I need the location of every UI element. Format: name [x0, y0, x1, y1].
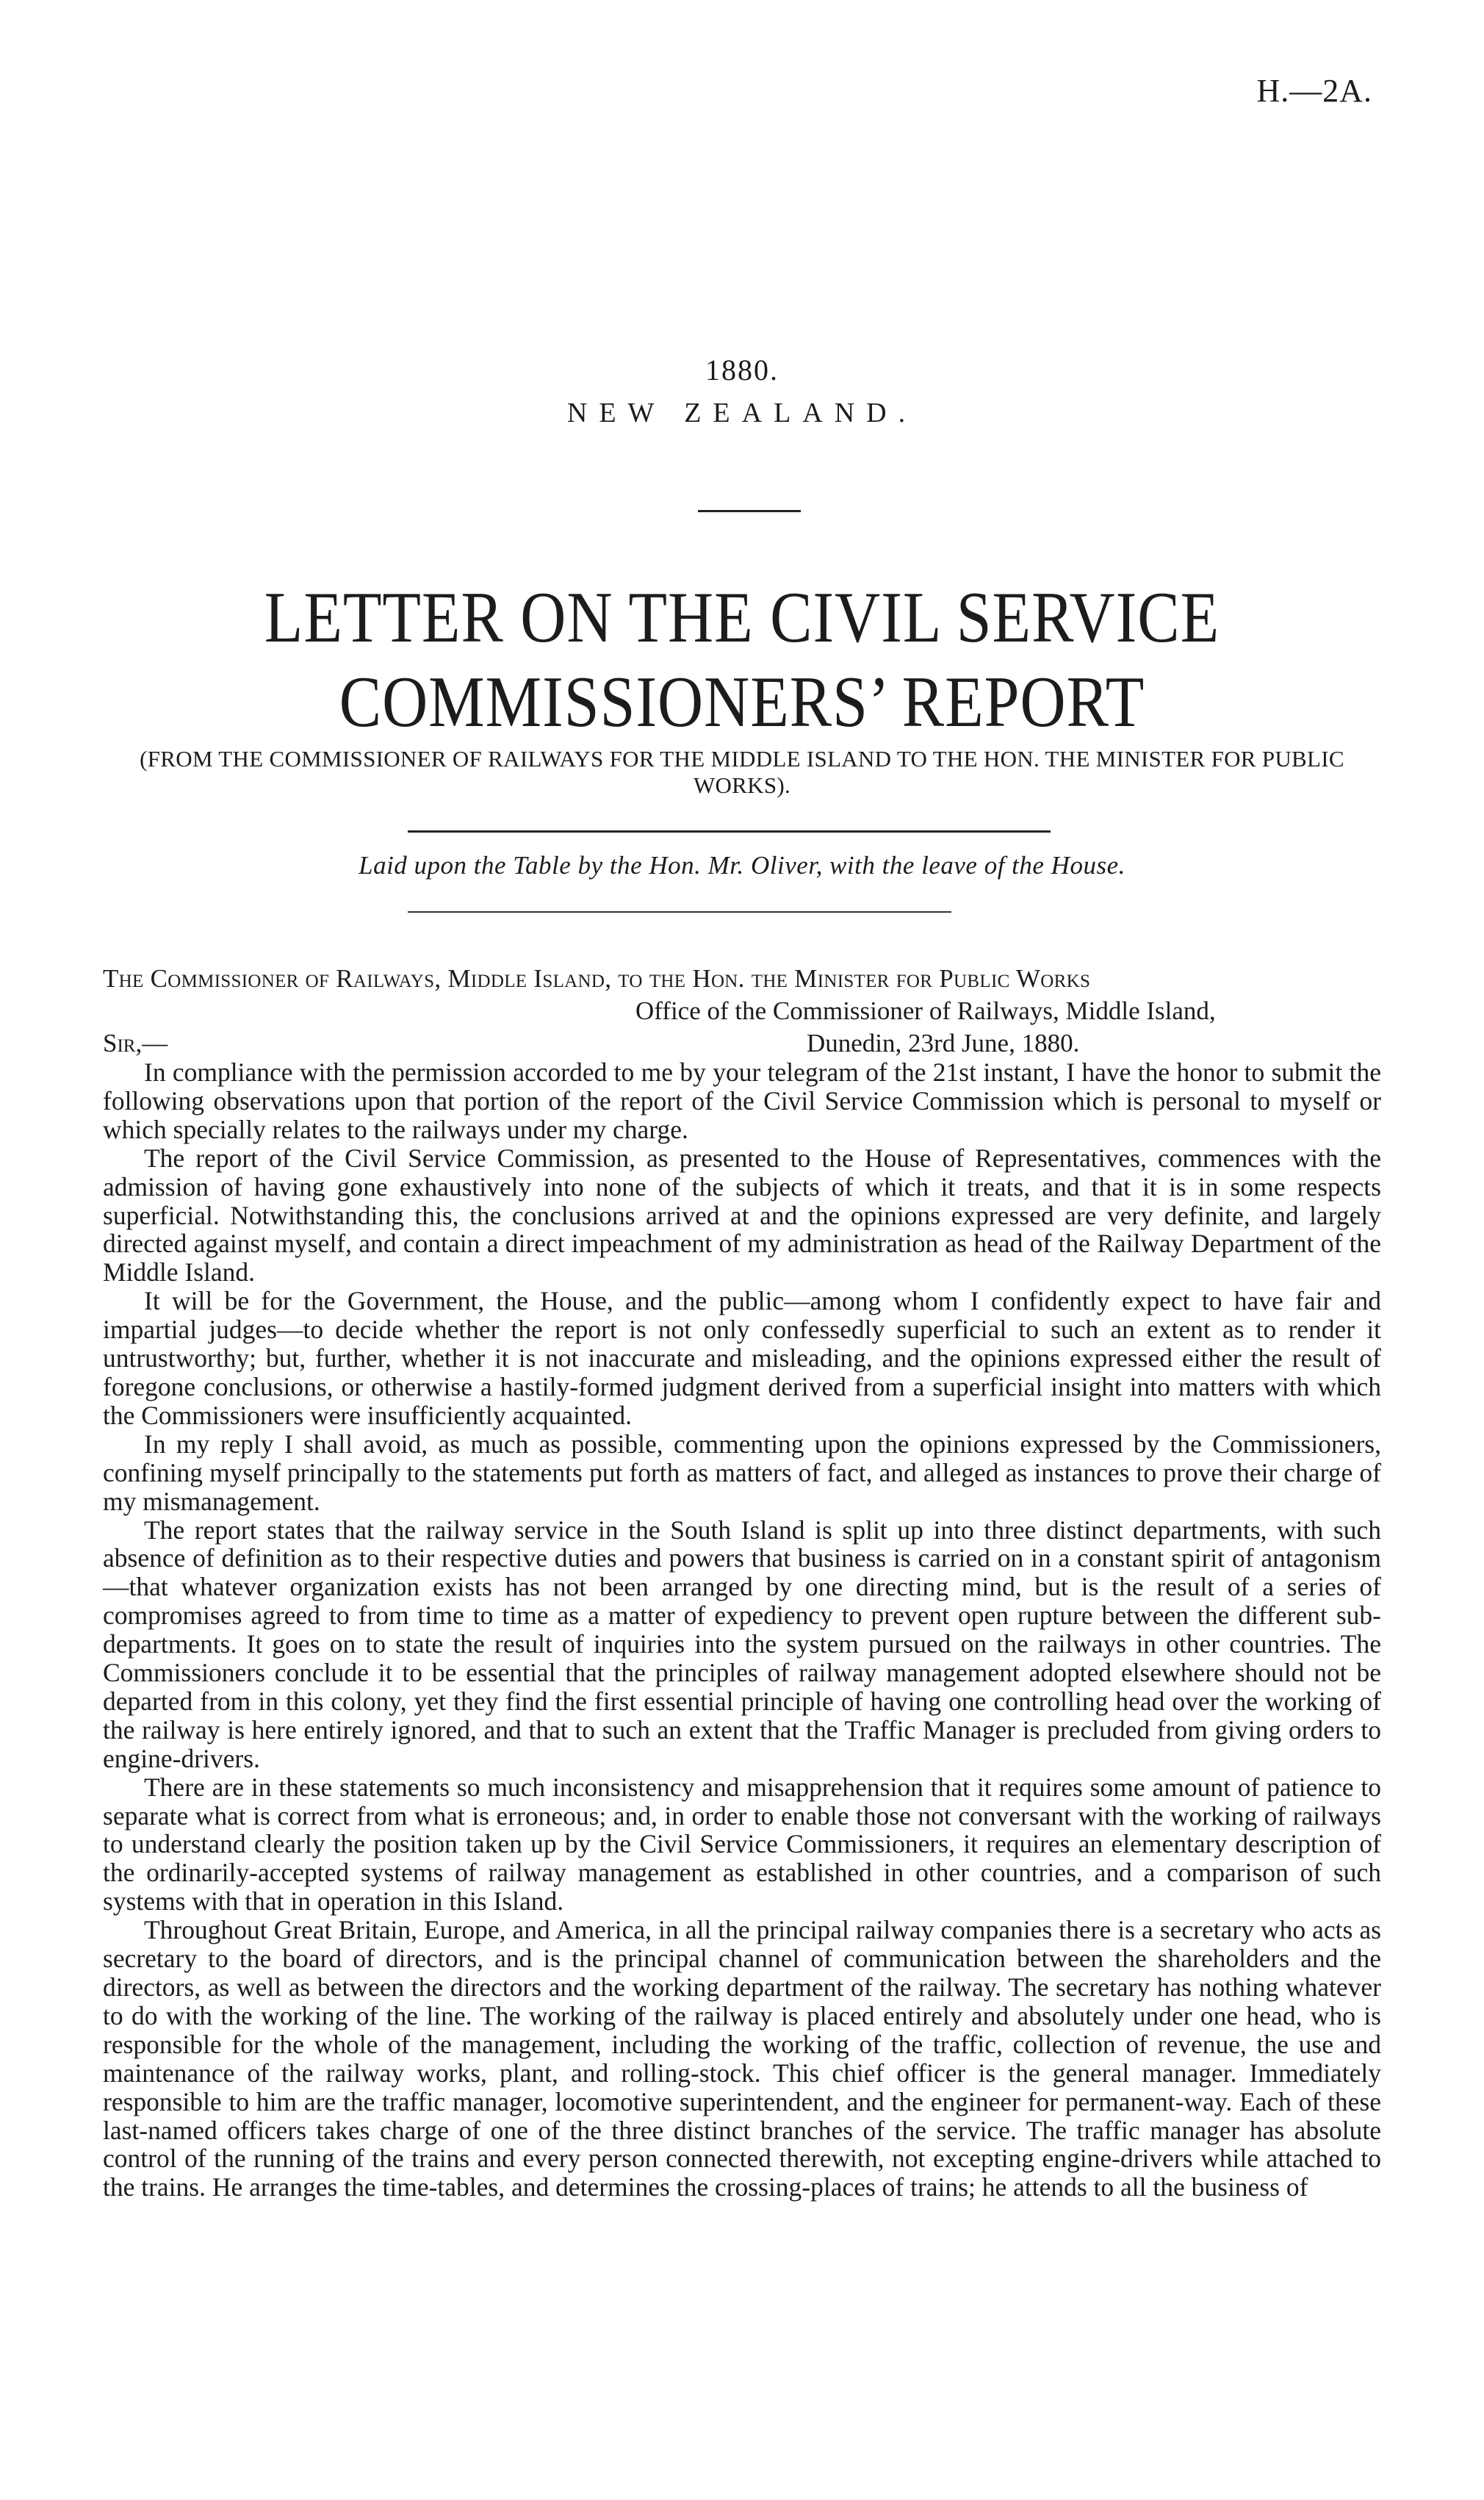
country-heading: NEW ZEALAND. — [566, 398, 918, 428]
laid-upon-table-note: Laid upon the Table by the Hon. Mr. Oliver, with the leave of the House. — [359, 851, 1125, 880]
parliamentary-paper-reference: H.—2A. — [1256, 73, 1372, 109]
paragraph: There are in these statements so much inconsistency and misapprehension that it requires some amount of patience to separate what is correct from what is erroneous; and, in order to enable those not conversant with the working of railways to understand clearly the position taken up by the Civil Service Commissioners, it requires an elementary description of the ordinarily-accepted systems of railway management as established in other countries, and a comparison of such systems with that in operation in this Island. — [103, 1772, 1381, 1917]
year: 1880. — [705, 353, 779, 387]
address-date-line: Dunedin, 23rd June, 1880. — [807, 1029, 1080, 1057]
paragraph: Throughout Great Britain, Europe, and America, in all the principal railway companies there is a secretary who acts as secretary to the board of directors, and is the principal channel of communication between the shareholders and the directors, as well as between the directors and the working department of the railway. The secretary has nothing whatever to do with the working of the line. The working of the railway is placed entirely and absolutely under one head, who is responsible for the whole of the management, including the working of the traffic, collection of revenue, the use and maintenance of the railway works, plant, and rolling-stock. This chief officer is the general manager. Immediately responsible to him are the traffic manager, locomotive superintendent, and the engineer for permanent-way. Each of these last-named officers takes charge of one of the three distinct branches of the service. The traffic manager has absolute control of the running of the trains and every person connected therewith, not excepting engine-drivers while attached to the trains. He arranges the time-tables, and determines the crossing-places of trains; he attends to all the business of — [103, 1915, 1381, 2202]
addressee-line: The Commissioner of Railways, Middle Island, to the Hon. the Minister for Public Works — [103, 964, 1091, 993]
paragraph: In compliance with the permission accorded to me by your telegram of the 21st instant, I have the honor to submit the following observations upon that portion of the report of the Civil Service Commission which is personal to myself or which specially relates to the railways under my charge. — [103, 1057, 1381, 1144]
address-line-1: Office of the Commissioner of Railways, Middle Island, — [635, 996, 1216, 1025]
salutation: Sir,— — [103, 1029, 168, 1057]
document-title: LETTER ON THE CIVIL SERVICE COMMISSIONERS’ REPORT — [264, 576, 1220, 742]
paragraph: The report of the Civil Service Commission, as presented to the House of Representatives, commences with the admission of having gone exhaustively into none of the subjects of which it treats, and that it is in some respects superficial. Notwithstanding this, the conclusions arrived at and the opinions expressed are very definite, and largely directed against myself, and contain a direct impeachment of my administration as head of the Railway Department of the Middle Island. — [103, 1143, 1381, 1287]
divider-mid — [408, 911, 951, 913]
paragraph: It will be for the Government, the House, and the public—among whom I confidently expect to have fair and impartial judges—to decide whether the report is not only confessedly superficial to such an extent as to render it untrustworthy; but, further, whether it is not inaccurate and misleading, and the opinions expressed either the result of foregone conclusions, or otherwise a hastily-formed judgment derived from a superficial insight into matters with which the Commissioners were insufficiently acquainted. — [103, 1286, 1381, 1430]
divider-long — [408, 830, 1051, 833]
paragraph: The report states that the railway service in the South Island is split up into three distinct departments, with such absence of definition as to their respective duties and powers that business is carried on in a constant spirit of antagonism—that whatever organization exists has not been arranged by one directing mind, but is the result of a series of compromises agreed to from time to time as a matter of expediency to prevent open rupture between the different sub-departments. It goes on to state the result of inquiries into the system pursued on the railways in other countries. The Commissioners conclude it to be essential that the principles of railway management adopted elsewhere should not be departed from in this colony, yet they find the first essential principle of having one controlling head over the working of the railway is here entirely ignored, and that to such an extent that the Traffic Manager is precluded from giving orders to engine-drivers. — [103, 1515, 1381, 1773]
divider-short — [698, 510, 801, 512]
letter-body — [103, 1058, 1381, 2202]
paragraph: In my reply I shall avoid, as much as possible, commenting upon the opinions expressed by the Commissioners, confining myself principally to the statements put forth as matters of fact, and alleged as instances to prove their charge of my mismanagement. — [103, 1429, 1381, 1516]
document-subtitle: (FROM THE COMMISSIONER OF RAILWAYS FOR THE MIDDLE ISLAND TO THE HON. THE MINISTER FOR PUBLIC WORKS). — [140, 746, 1344, 798]
